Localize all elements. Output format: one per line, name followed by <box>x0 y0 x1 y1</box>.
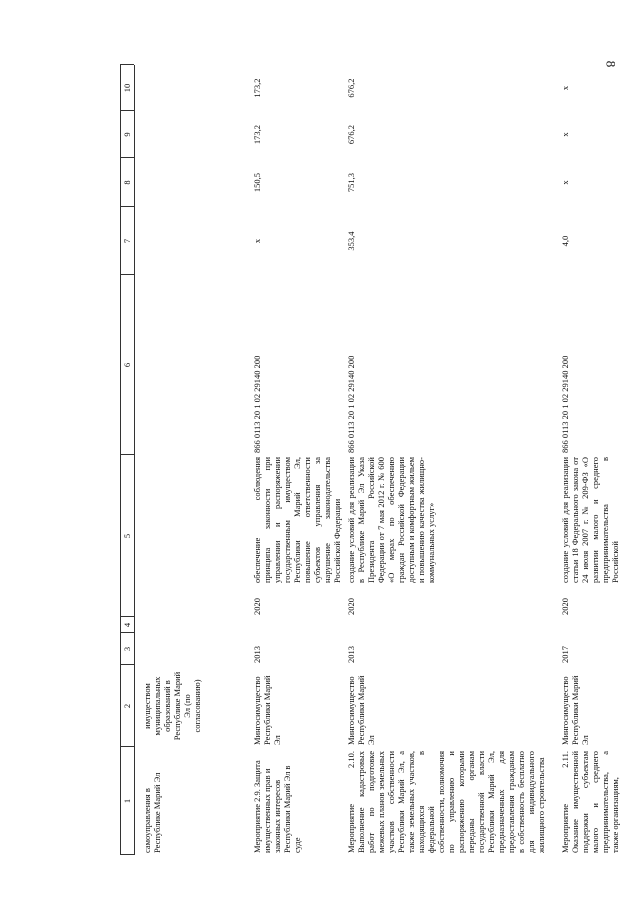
row4-col9: х <box>560 132 570 137</box>
col-header-2: 2 <box>122 703 132 709</box>
row4-col6: 866 0113 20 1 02 29140 200 <box>560 355 570 453</box>
row4-col5: создание условий для реализации статьи 18 Федерального закона от 24 июля 2007 г. № 209-ФЗ «О развитии малого и среднего предпринимательства в Российской <box>560 457 620 583</box>
row3-col7: 353,4 <box>346 231 356 251</box>
row1-col1: самоуправления в Республике Марий Эл <box>142 772 162 853</box>
row3-col2: Мингосимущество Республики Марий Эл <box>346 675 376 745</box>
row3-col4: 2020 <box>346 598 356 615</box>
col-header-8: 8 <box>122 180 132 185</box>
row3-col10: 676,2 <box>346 78 356 98</box>
col-header-10: 10 <box>122 83 132 93</box>
row3-col5: создание условий для реализации в Республике Марий Эл Указа Президента Российской Федерации от 7 мая 2012 г. № 600 «О мерах по обеспечению граждан Российской Федерации доступным и комфортным жильем и повышению качества жилищно-коммунальных услуг» <box>346 457 436 583</box>
col-header-5: 5 <box>122 533 132 539</box>
row3-col8: 751,3 <box>346 172 356 193</box>
row3-col6: 866 0113 20 1 02 29140 200 <box>346 355 356 453</box>
row2-col2: Мингосимущество Республики Марий Эл <box>252 675 282 745</box>
row2-col4: 2020 <box>252 598 262 615</box>
row2-col5: обеспечение соблюдения принципа законности при управлении и распоряжении государственным имуществом Республики Марий Эл, повышение ответственности субъектов управления за нарушение законодательства Российской Федерации <box>252 457 342 583</box>
col-header-3: 3 <box>122 646 132 652</box>
row2-col7: х <box>252 238 262 244</box>
col-header-6: 6 <box>122 362 132 368</box>
row4-col8: х <box>560 180 570 185</box>
row2-col8: 150,5 <box>252 172 262 193</box>
header-bottom-border <box>134 65 135 855</box>
row2-col10: 173,2 <box>252 78 262 98</box>
row4-col2: Мингосимущество Республики Марий Эл <box>560 675 590 745</box>
col-header-9: 9 <box>122 132 132 137</box>
row4-col10: х <box>560 85 570 91</box>
row2-col6: 866 0113 20 1 02 29140 200 <box>252 355 262 453</box>
row4-col3: 2017 <box>560 646 570 663</box>
page-number: 8 <box>603 60 619 68</box>
table-top-border <box>120 65 121 855</box>
col-header-7: 7 <box>122 238 132 244</box>
row4-col1: Мероприятие 2.11. Оказание имущественной поддержки субъектам малого и среднего предпринимательства, а также организациям, <box>560 751 620 853</box>
row3-col3: 2013 <box>346 646 356 663</box>
col-header-4: 4 <box>122 622 132 628</box>
row4-col7: 4,0 <box>560 235 570 247</box>
program-table <box>120 65 640 855</box>
row1-col2: имуществом муниципальных образований в Республике Марий Эл (по согласованию) <box>142 671 202 741</box>
row3-col9: 676,2 <box>346 124 356 145</box>
row2-col9: 173,2 <box>252 124 262 145</box>
col-header-1: 1 <box>122 798 132 804</box>
row2-col3: 2013 <box>252 646 262 663</box>
row4-col4: 2020 <box>560 598 570 615</box>
row2-col1: Мероприятие 2.9. Защита имущественных прав и законных интересов Республики Марий Эл в суде <box>252 760 302 853</box>
row3-col1: Мероприятие 2.10. Выполнение кадастровых работ по подготовке межевых планов земельных участков собственности Республики Марий Эл, а также земельных участков, находящихся в федеральной собственности, полномочия по управлению и распоряжению которыми переданы органам государственной власти Республики Марий Эл, предназначенных для предоставления гражданам в собственность бесплатно для индивидуального жилищного строительства <box>346 751 546 853</box>
